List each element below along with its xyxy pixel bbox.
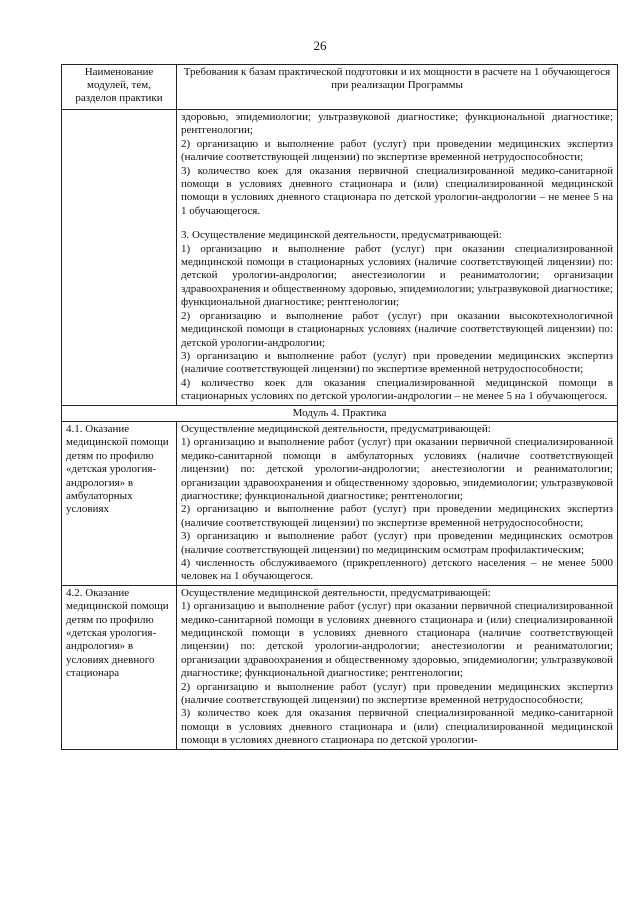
paragraph: здоровью, эпидемиологии; ультразвуковой диагностике; функциональной диагностике; рентгенологии; <box>181 111 613 137</box>
topic-name: 4.1. Оказание медицинской помощи детям по профилю «детская урология-андрология» в амбулаторных условиях <box>62 421 177 585</box>
module-title-row <box>62 405 618 421</box>
paragraph: 3) количество коек для оказания первичной специализированной медико-санитарной помощи в условиях дневного стационара и (или) специализированной медицинской помощи в условиях дневного стационара по детской урологии- <box>181 707 613 747</box>
practice-bases-table <box>61 64 618 750</box>
paragraph: 2) организацию и выполнение работ (услуг) при проведении медицинских экспертиз (наличие соответствующей лицензии) по экспертизе временной нетрудоспособности; <box>181 137 613 164</box>
paragraph: 3) организацию и выполнение работ (услуг) при проведении медицинских экспертиз (наличие соответствующей лицензии) по экспертизе временной нетрудоспособности; <box>181 349 613 376</box>
topic-name: 4.2. Оказание медицинской помощи детям по профилю «детская урология-андрология» в условиях дневного стационара <box>62 585 177 749</box>
paragraph: 2) организацию и выполнение работ (услуг) при оказании высокотехнологичной медицинской помощи в стационарных условиях (наличие соответствующей лицензии) по: детской урологии-андрологии; <box>181 309 613 349</box>
paragraph: 4) численность обслуживаемого (прикрепленного) детского населения – не менее 5000 человек на 1 обучающегося. <box>181 557 613 583</box>
paragraph: Осуществление медицинской деятельности, предусматривающей: <box>181 422 491 435</box>
paragraph: 3) организацию и выполнение работ (услуг) при проведении медицинских осмотров (наличие соответствующей лицензии) по медицинским осмотрам профилактическим; <box>181 530 613 556</box>
header-col-modules: Наименование модулей, тем, разделов практики <box>62 65 177 110</box>
paragraph: 3) количество коек для оказания первичной специализированной медико-санитарной помощи в условиях дневного стационара и (или) специализированной медицинской помощи в условиях дневного стационара по детской урологии-андрологии – не менее 5 на 1 обучающегося. <box>181 164 613 217</box>
paragraph: 1) организацию и выполнение работ (услуг) при оказании первичной специализированной медико-санитарной помощи в амбулаторных условиях (наличие соответствующей лицензии) по: детской урологии-андрологии; анестезиологии и реаниматологии; организации здравоохранения и общественному здоровью, эпидемиологии; ультразвуковой диагностике; функциональной диагностике; рентгенологии; <box>181 436 613 502</box>
table-row <box>62 585 618 749</box>
empty-name-cell <box>62 110 177 406</box>
page-number: 26 <box>313 38 327 53</box>
module-title: Модуль 4. Практика <box>62 405 618 421</box>
header-col-requirements: Требования к базам практической подготовки и их мощности в расчете на 1 обучающегося при реализации Программы <box>177 65 618 110</box>
paragraph: 4) количество коек для оказания специализированной медицинской помощи в стационарных условиях по детской урологии-андрологии – не менее 5 на 1 обучающегося. <box>181 376 613 403</box>
paragraph: 3. Осуществление медицинской деятельности, предусматривающей: <box>181 229 502 242</box>
paragraph: 1) организацию и выполнение работ (услуг) при оказании специализированной медицинской помощи в стационарных условиях (наличие соответствующей лицензии) по: детской урологии-андрологии; анестезиологии и реаниматологии; организации здравоохранения и общественному здоровью, эпидемиологии; ультразвуковой диагностике; функциональной диагностике; рентгенологии; <box>181 242 613 309</box>
requirements-cell <box>177 421 618 585</box>
paragraph: Осуществление медицинской деятельности, предусматривающей: <box>181 586 491 599</box>
requirements-cell <box>177 110 618 406</box>
requirements-cell <box>177 585 618 749</box>
table-header-row <box>62 65 618 110</box>
paragraph: 1) организацию и выполнение работ (услуг) при оказании первичной специализированной медико-санитарной помощи в условиях дневного стационара и (или) специализированной медицинской помощи в условиях дневного стационара (наличие соответствующей лицензии) по: детской урологии-андрологии; анестезиологии и реаниматологии; организации здравоохранения и общественному здоровью, эпидемиологии; ультразвуковой диагностике; функциональной диагностике; рентгенологии; <box>181 600 613 680</box>
paragraph: 2) организацию и выполнение работ (услуг) при проведении медицинских экспертиз (наличие соответствующей лицензии) по экспертизе временной нетрудоспособности; <box>181 503 613 529</box>
table-row-continuation <box>62 110 618 406</box>
paragraph: 2) организацию и выполнение работ (услуг) при проведении медицинских экспертиз (наличие соответствующей лицензии) по экспертизе временной нетрудоспособности; <box>181 680 613 707</box>
table-row <box>62 421 618 585</box>
